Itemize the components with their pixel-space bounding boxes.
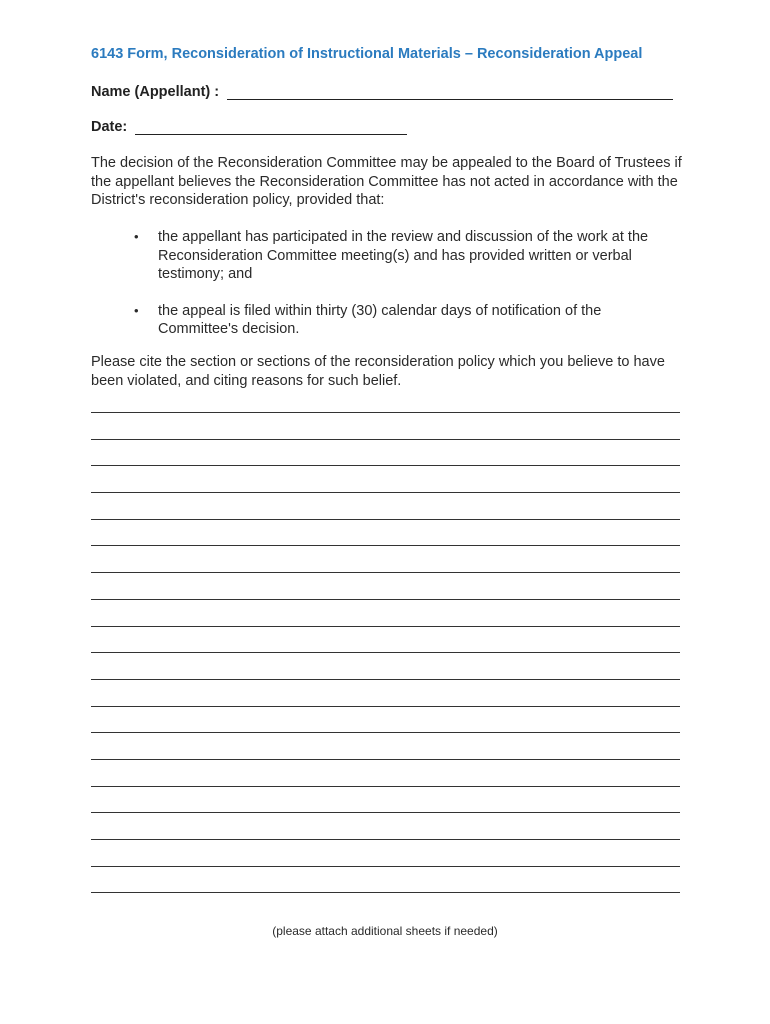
condition-item: [134, 228, 679, 284]
answer-line[interactable]: [91, 679, 680, 680]
appellant-name-field[interactable]: [227, 85, 673, 100]
answer-line[interactable]: [91, 892, 680, 893]
bullet-icon: •: [134, 302, 139, 318]
answer-line[interactable]: [91, 759, 680, 760]
cite-prompt: Please cite the section or sections of the reconsideration policy which you believe to have been violated, and citing reasons for such belief.: [91, 354, 665, 389]
answer-line[interactable]: [91, 839, 680, 840]
answer-line[interactable]: [91, 465, 680, 466]
answer-line[interactable]: [91, 412, 680, 413]
intro-paragraph: The decision of the Reconsideration Committee may be appealed to the Board of Trustees if the appellant believes the Reconsideration Committee has not acted in accordance with the District's reconsideration policy, provided that:: [91, 155, 682, 208]
condition-text: the appellant has participated in the review and discussion of the work at the Reconsideration Committee meeting(s) and has provided written or verbal testimony; and: [158, 229, 649, 282]
answer-line[interactable]: [91, 599, 680, 600]
attach-sheets-note: (please attach additional sheets if needed): [272, 924, 498, 938]
condition-text: the appeal is filed within thirty (30) calendar days of notification of the Committee's decision.: [158, 302, 602, 337]
answer-line[interactable]: [91, 626, 680, 627]
answer-line[interactable]: [91, 866, 680, 867]
date-field[interactable]: [135, 120, 407, 135]
answer-line[interactable]: [91, 439, 680, 440]
answer-line[interactable]: [91, 812, 680, 813]
answer-area[interactable]: [91, 412, 680, 919]
answer-line[interactable]: [91, 519, 680, 520]
answer-line[interactable]: [91, 652, 680, 653]
answer-line[interactable]: [91, 572, 680, 573]
appellant-name-row: [91, 84, 673, 100]
condition-item: [134, 302, 679, 339]
form-title: 6143 Form, Reconsideration of Instructional Materials – Reconsideration Appeal: [91, 46, 643, 62]
date-label: Date:: [91, 119, 128, 135]
conditions-list: [134, 228, 679, 339]
answer-line[interactable]: [91, 786, 680, 787]
answer-line[interactable]: [91, 545, 680, 546]
answer-line[interactable]: [91, 732, 680, 733]
appellant-name-label: Name (Appellant) :: [91, 84, 220, 100]
bullet-icon: •: [134, 229, 139, 244]
answer-line[interactable]: [91, 492, 680, 493]
date-row: [91, 119, 407, 135]
answer-line[interactable]: [91, 706, 680, 707]
